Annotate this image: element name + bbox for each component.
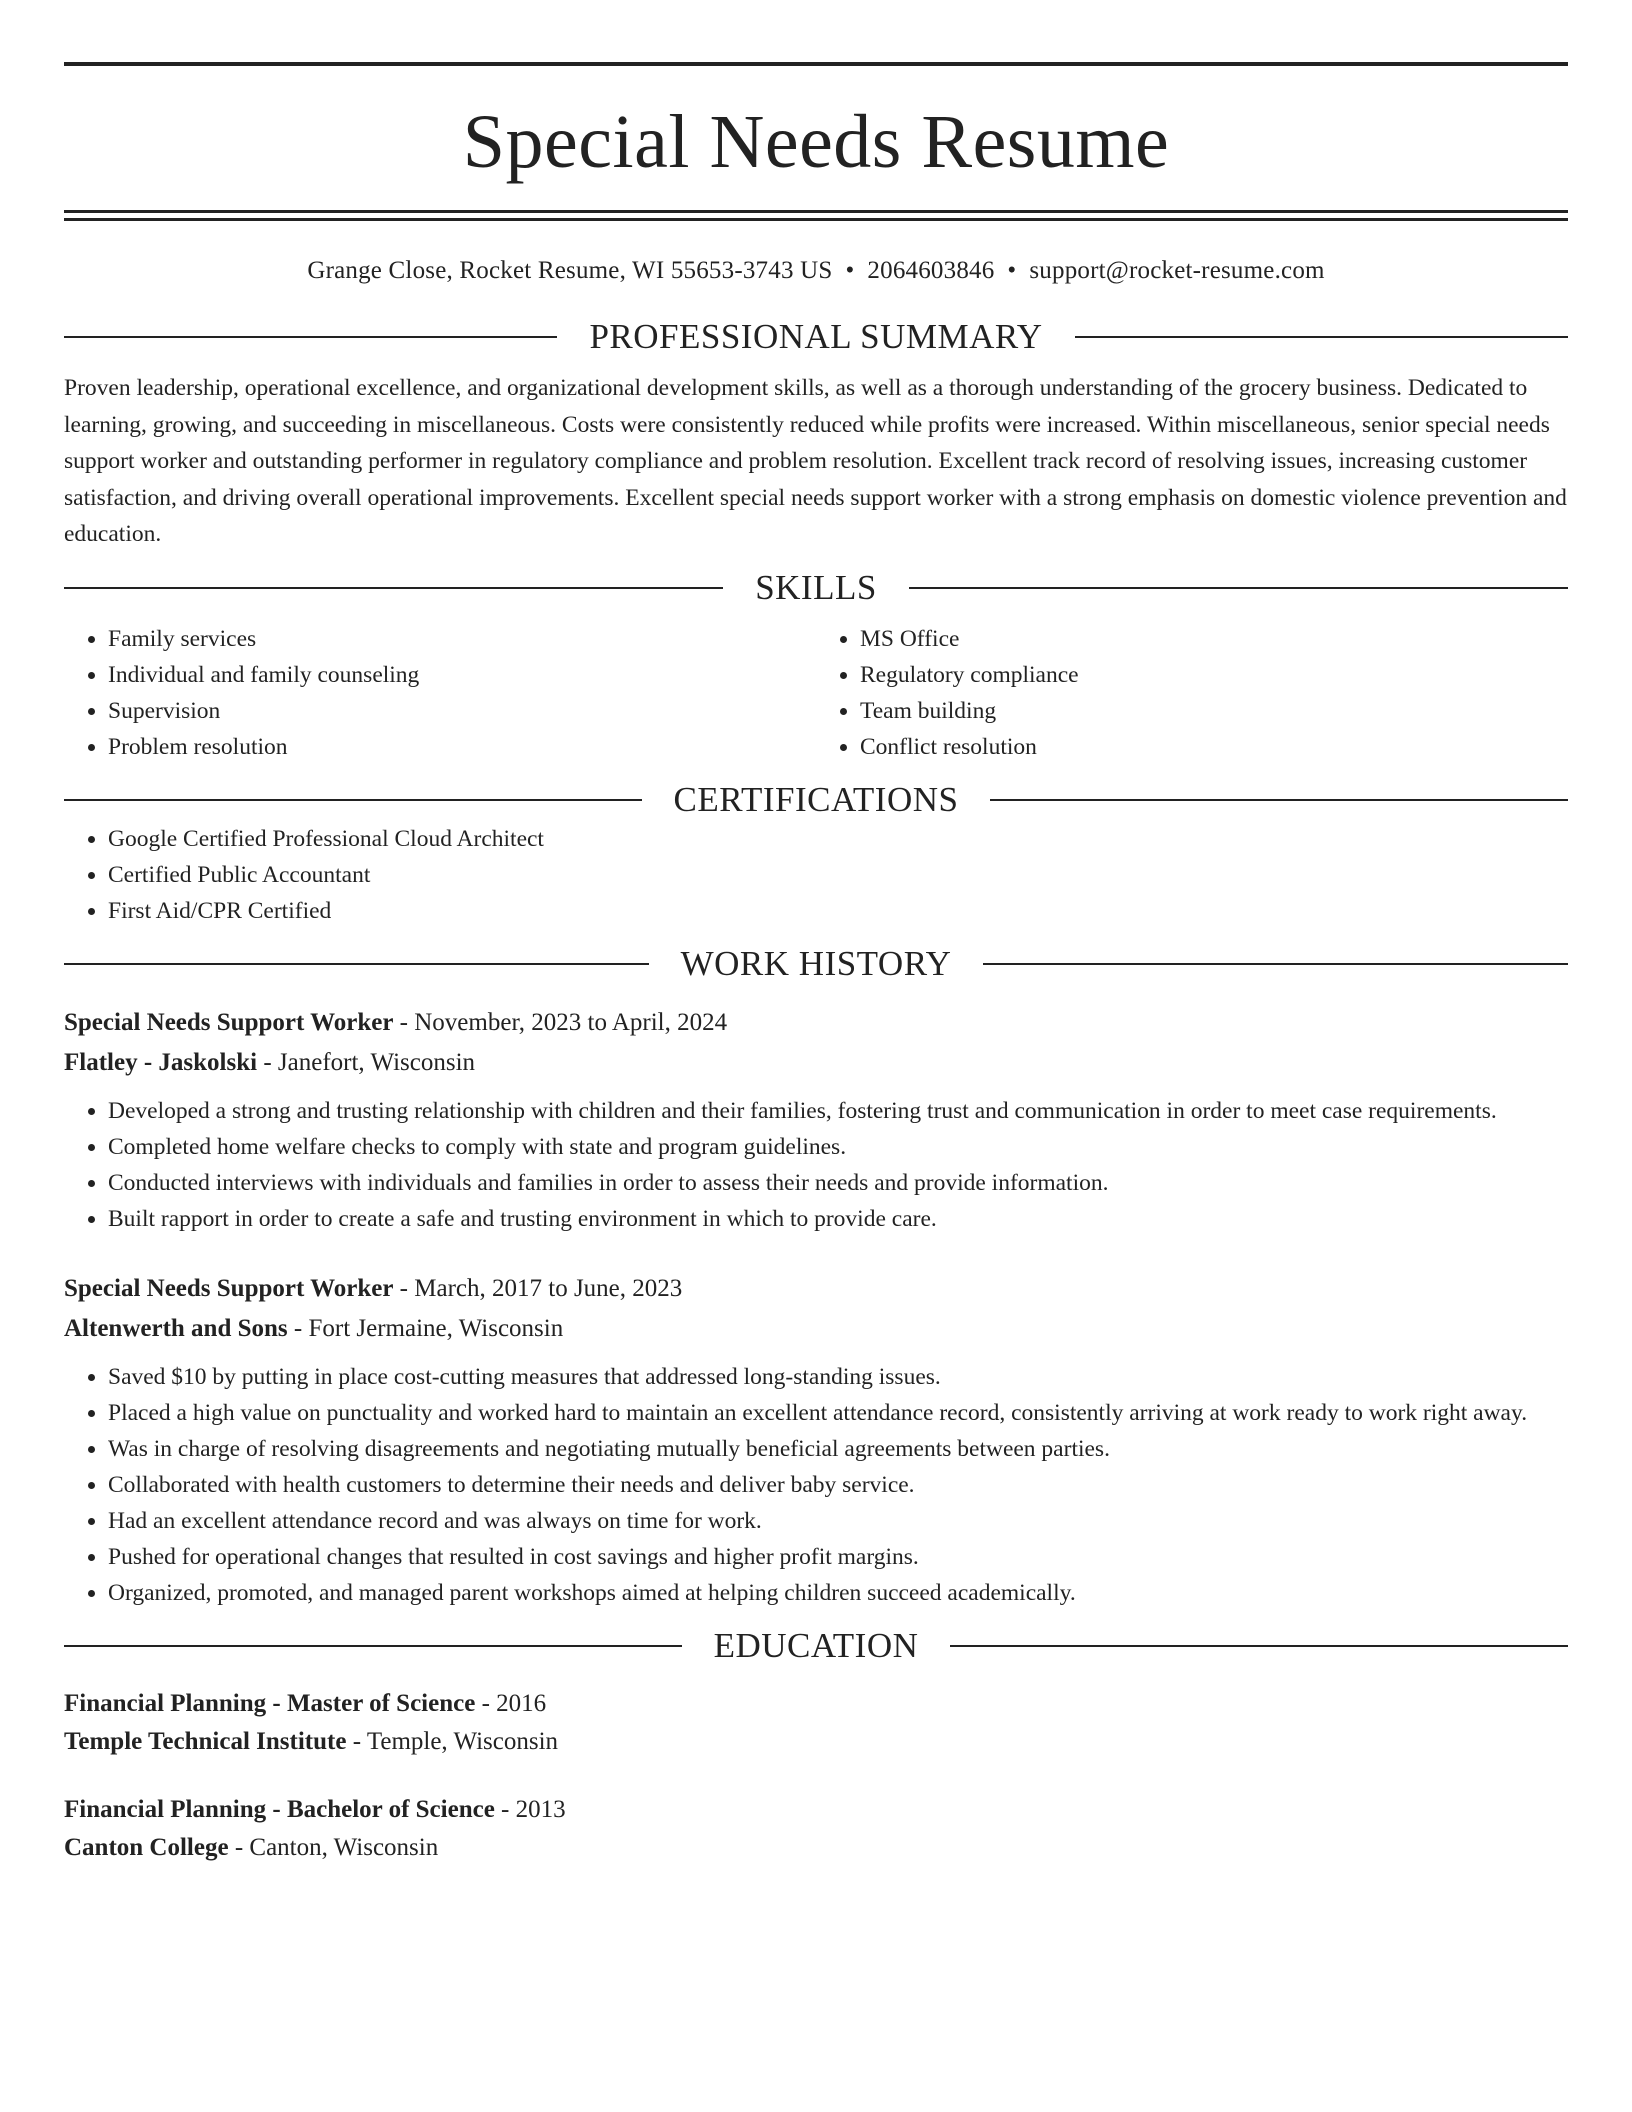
degree-line	[64, 1791, 1568, 1829]
skill-item: • Regulatory compliance	[860, 657, 1568, 693]
school-line	[64, 1829, 1568, 1867]
section-title: SKILLS	[755, 567, 877, 607]
heading-rule	[64, 799, 642, 801]
certification-item: • Google Certified Professional Cloud Architect	[108, 821, 1568, 857]
section-heading-summary	[64, 316, 1568, 358]
job-title-line	[64, 1003, 1568, 1043]
skills-list-right	[816, 621, 1568, 765]
skill-item: • MS Office	[860, 621, 1568, 657]
degree: Financial Planning - Master of Science	[64, 1689, 476, 1717]
heading-rule	[983, 963, 1568, 965]
contact-phone: 2064603846	[867, 257, 995, 284]
degree-line	[64, 1685, 1568, 1723]
school-line	[64, 1723, 1568, 1761]
job-duty: • Saved $10 by putting in place cost-cutting measures that addressed long-standing issues.	[108, 1359, 1568, 1395]
job-duty: • Built rapport in order to create a safe and trusting environment in which to provide care.	[108, 1201, 1568, 1237]
job-company: Flatley - Jaskolski	[64, 1048, 258, 1076]
job-company: Altenwerth and Sons	[64, 1314, 288, 1342]
job-duty: • Completed home welfare checks to comply with state and program guidelines.	[108, 1129, 1568, 1165]
job-company-line	[64, 1043, 1568, 1083]
job-duty: • Pushed for operational changes that resulted in cost savings and higher profit margins.	[108, 1539, 1568, 1575]
heading-rule	[64, 1645, 682, 1647]
job-duties-list	[64, 1359, 1568, 1611]
skill-item: • Family services	[108, 621, 816, 657]
job-title: Special Needs Support Worker	[64, 1274, 394, 1302]
skill-item: • Team building	[860, 693, 1568, 729]
job-duty: • Conducted interviews with individuals and families in order to assess their needs and provide information.	[108, 1165, 1568, 1201]
contact-line	[64, 256, 1568, 286]
contact-address: Grange Close, Rocket Resume, WI 55653-3743 US	[307, 257, 833, 284]
job-duty: • Developed a strong and trusting relationship with children and their families, fostering trust and communication in order to meet case requirements.	[108, 1093, 1568, 1129]
heading-rule	[64, 963, 649, 965]
job-duty: • Collaborated with health customers to determine their needs and deliver baby service.	[108, 1467, 1568, 1503]
section-title: PROFESSIONAL SUMMARY	[589, 317, 1043, 356]
job-duty: • Organized, promoted, and managed parent workshops aimed at helping children succeed academically.	[108, 1575, 1568, 1611]
heading-rule	[950, 1645, 1568, 1647]
job-dates: - November, 2023 to April, 2024	[393, 1008, 728, 1036]
job-title-line	[64, 1269, 1568, 1309]
job-duties-list	[64, 1093, 1568, 1237]
skill-item: • Individual and family counseling	[108, 657, 816, 693]
skill-item: • Conflict resolution	[860, 729, 1568, 765]
skill-item: • Problem resolution	[108, 729, 816, 765]
graduation-year: - 2013	[494, 1795, 566, 1823]
skill-item: • Supervision	[108, 693, 816, 729]
skills-list-left	[64, 621, 816, 765]
section-heading-work	[64, 943, 1568, 985]
graduation-year: - 2016	[475, 1689, 547, 1717]
section-title: CERTIFICATIONS	[673, 779, 959, 819]
education-entry	[64, 1685, 1568, 1761]
resume-page	[64, 62, 1568, 1867]
skills-columns	[64, 621, 1568, 765]
heading-rule	[1075, 336, 1568, 338]
top-rule	[64, 62, 1568, 66]
contact-email: support@rocket-resume.com	[1029, 257, 1325, 284]
job-location: - Fort Jermaine, Wisconsin	[287, 1314, 564, 1342]
contact-separator: •	[1007, 257, 1017, 284]
job-company-line	[64, 1309, 1568, 1349]
heading-rule	[990, 799, 1568, 801]
job-duty: • Placed a high value on punctuality and worked hard to maintain an excellent attendance record, consistently arriving at work ready to work right away.	[108, 1395, 1568, 1431]
section-title: EDUCATION	[713, 1625, 919, 1665]
school-location: - Temple, Wisconsin	[346, 1727, 559, 1755]
school-name: Canton College	[64, 1833, 229, 1861]
heading-rule	[64, 587, 723, 589]
certification-item: • First Aid/CPR Certified	[108, 893, 1568, 929]
section-heading-certifications	[64, 779, 1568, 821]
degree: Financial Planning - Bachelor of Science	[64, 1795, 495, 1823]
job-duty: • Was in charge of resolving disagreements and negotiating mutually beneficial agreements between parties.	[108, 1431, 1568, 1467]
school-name: Temple Technical Institute	[64, 1727, 347, 1755]
certifications-list	[64, 821, 1568, 929]
certification-item: • Certified Public Accountant	[108, 857, 1568, 893]
section-heading-education	[64, 1625, 1568, 1667]
title-double-rule	[64, 210, 1568, 221]
job-location: - Janefort, Wisconsin	[257, 1048, 476, 1076]
section-heading-skills	[64, 567, 1568, 609]
job-entry	[64, 1269, 1568, 1611]
job-dates: - March, 2017 to June, 2023	[393, 1274, 683, 1302]
school-location: - Canton, Wisconsin	[228, 1833, 439, 1861]
heading-rule	[909, 587, 1568, 589]
education-entry	[64, 1791, 1568, 1867]
job-title: Special Needs Support Worker	[64, 1008, 394, 1036]
heading-rule	[64, 336, 557, 338]
job-entry	[64, 1003, 1568, 1237]
resume-title: Special Needs Resume	[462, 100, 1170, 184]
job-duty: • Had an excellent attendance record and was always on time for work.	[108, 1503, 1568, 1539]
summary-text: Proven leadership, operational excellence, and organizational development skills, as well as a thorough understanding of the grocery business. Dedicated to learning, growing, and succeeding in miscellaneous. Costs were consistently reduced while profits were increased. Within miscellaneous, senior special needs support worker and outstanding performer in regulatory compliance and problem resolution. Excellent track record of resolving issues, increasing customer satisfaction, and driving overall operational improvements. Excellent special needs support worker with a strong emphasis on domestic violence prevention and education.	[64, 375, 1567, 547]
section-title: WORK HISTORY	[680, 943, 952, 983]
contact-separator: •	[845, 257, 855, 284]
